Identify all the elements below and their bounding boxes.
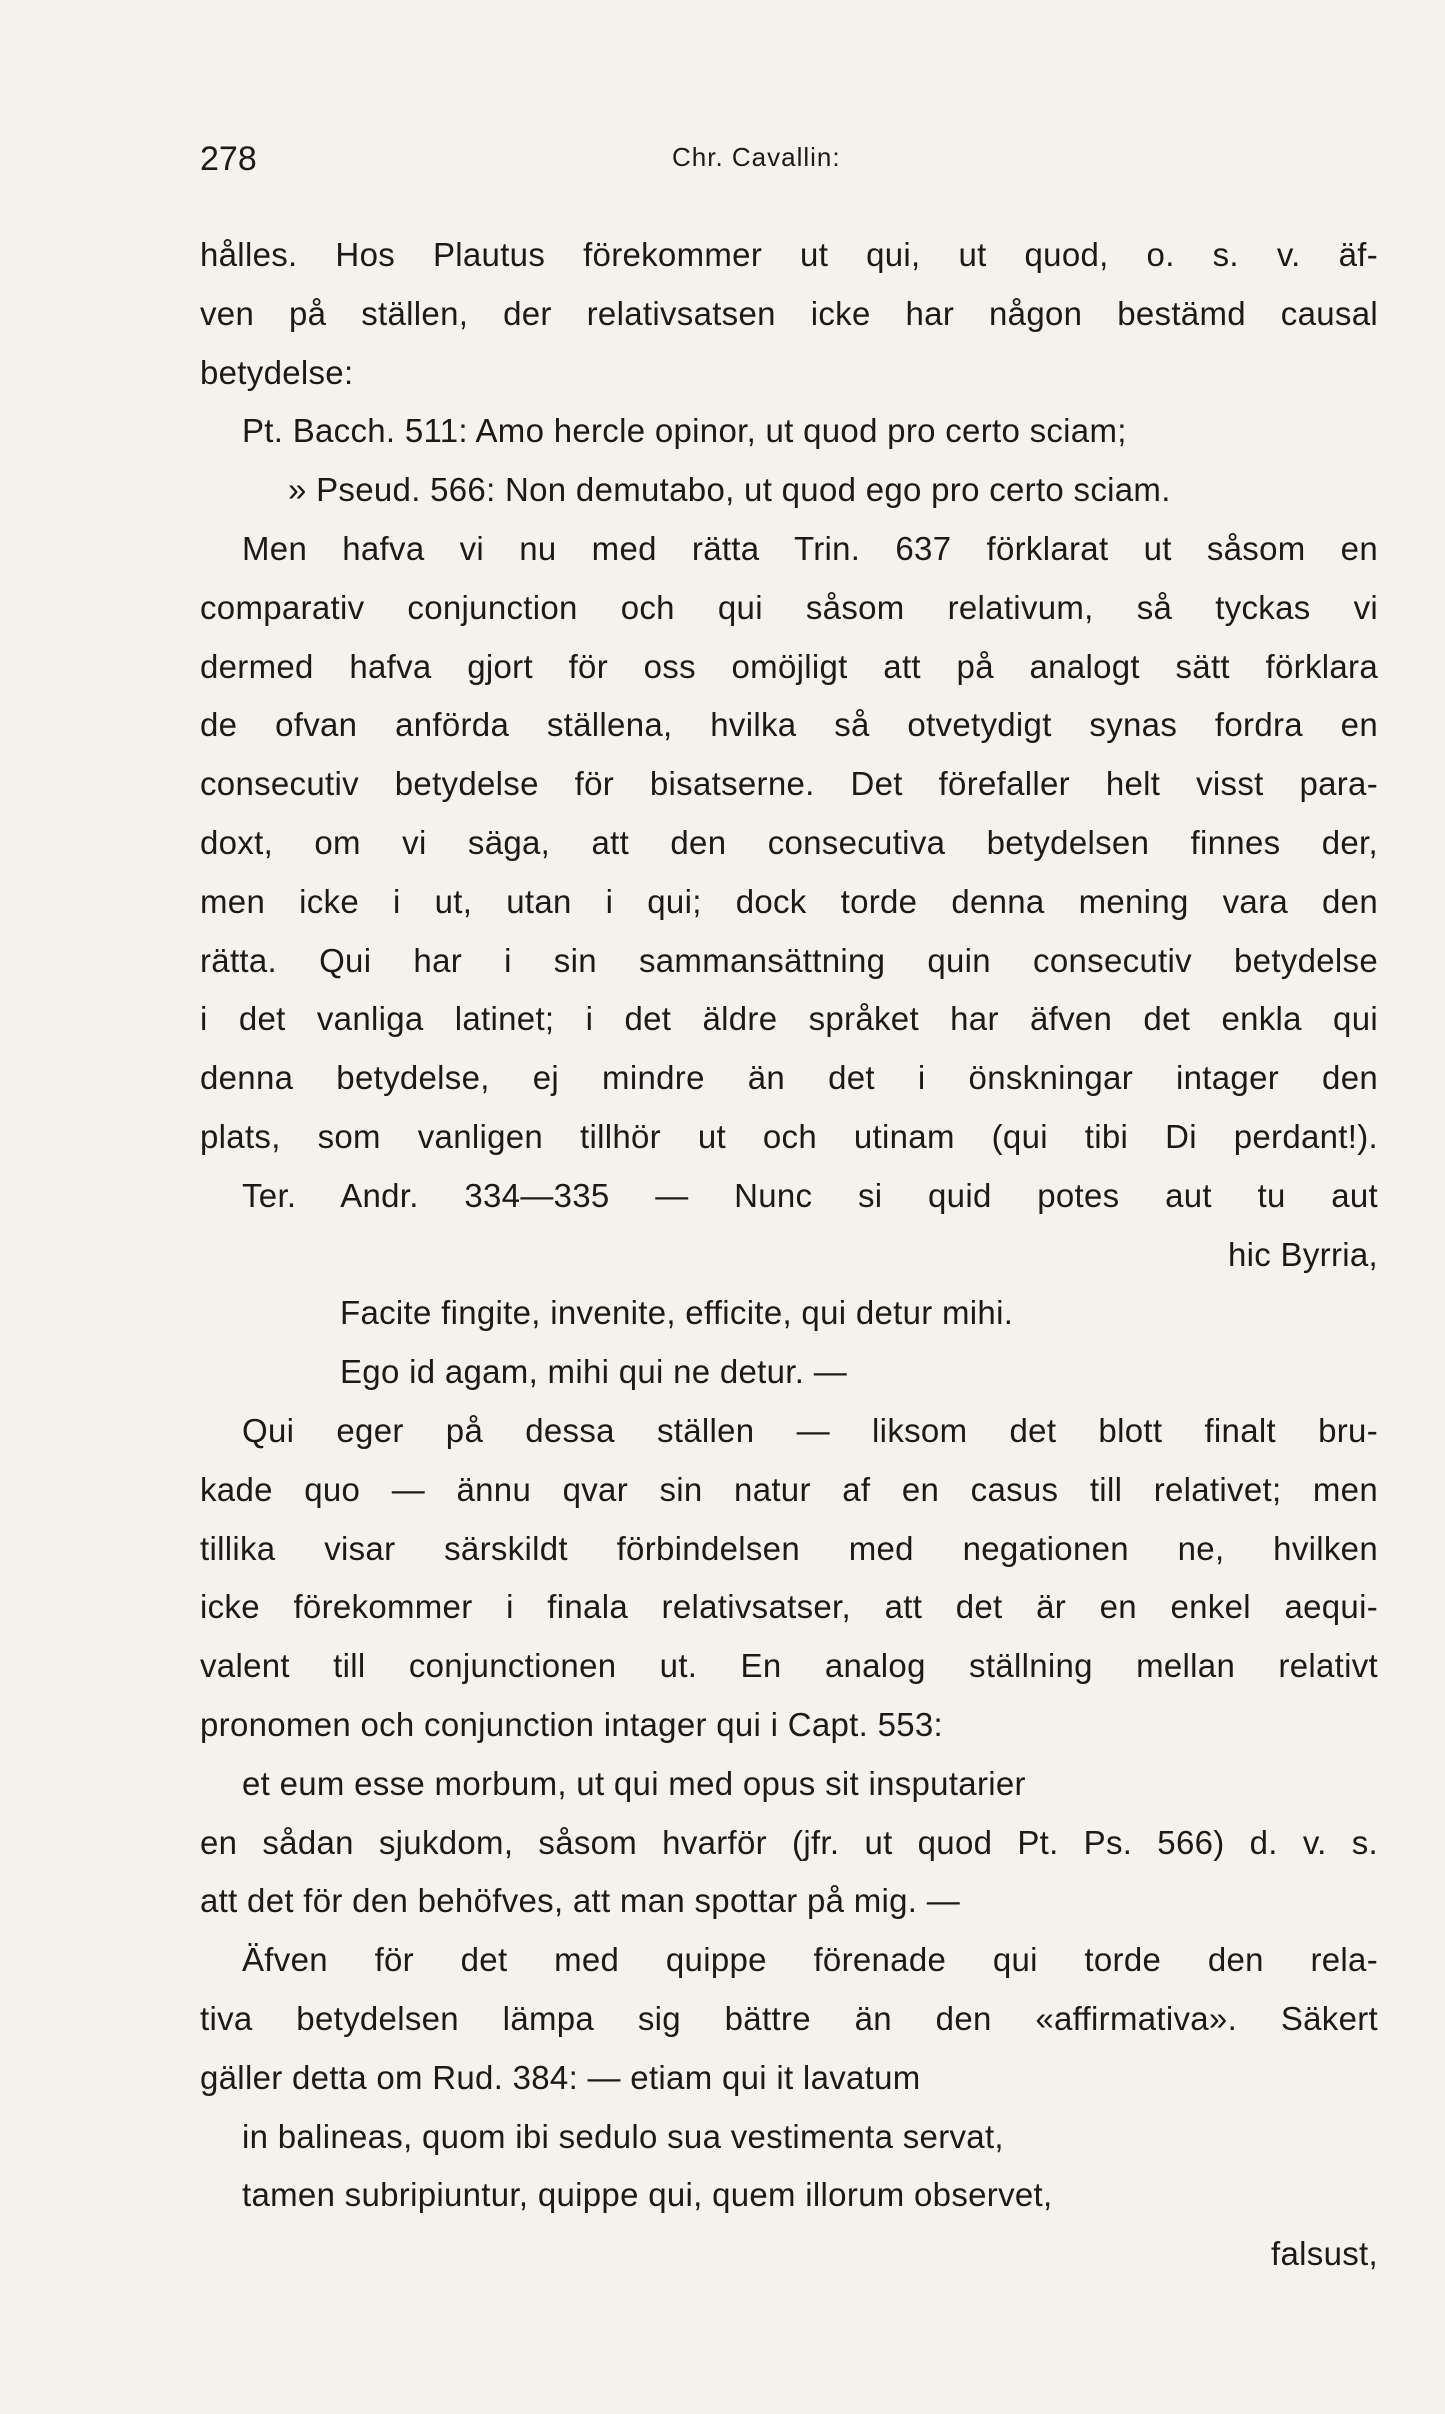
text-line: denna betydelse, ej mindre än det i önskningar intager den xyxy=(200,1059,1378,1097)
citation-line: hic Byrria, xyxy=(1228,1235,1378,1273)
text-line: hålles. Hos Plautus förekommer ut qui, ut quod, o. s. v. äf- xyxy=(200,236,1378,273)
text-line: icke förekommer i finala relativsatser, att det är en enkel aequi- xyxy=(200,1588,1378,1626)
text-line: tiva betydelsen lämpa sig bättre än den «affirmativa». Säkert xyxy=(200,1999,1378,2037)
text-line: plats, som vanligen tillhör ut och utinam (qui tibi Di perdant!). xyxy=(200,1117,1378,1155)
citation-line: falsust, xyxy=(1271,2235,1378,2273)
text-line: pronomen och conjunction intager qui i Capt. 553: xyxy=(200,1705,944,1743)
text-line: en sådan sjukdom, såsom hvarför (jfr. ut quod Pt. Ps. 566) d. v. s. xyxy=(200,1823,1378,1861)
text-line: men icke i ut, utan i qui; dock torde denna mening vara den xyxy=(200,882,1378,920)
text-line: rätta. Qui har i sin sammansättning quin consecutiv betydelse xyxy=(200,941,1378,979)
text-line: ven på ställen, der relativsatsen icke har någon bestämd causal xyxy=(200,294,1378,332)
text-line: valent till conjunctionen ut. En analog ställning mellan relativt xyxy=(200,1647,1378,1685)
citation-line: Ter. Andr. 334—335 — Nunc si quid potes aut tu aut xyxy=(242,1176,1378,1214)
running-head: Chr. Cavallin: xyxy=(672,142,841,172)
text-line: att det för den behöfves, att man spottar på mig. — xyxy=(200,1882,961,1920)
page-header xyxy=(200,140,1380,180)
text-line: tillika visar särskildt förbindelsen med negationen ne, hvilken xyxy=(200,1529,1378,1567)
text-line: dermed hafva gjort för oss omöjligt att på analogt sätt förklara xyxy=(200,647,1378,685)
citation-line: in balineas, quom ibi sedulo sua vestimenta servat, xyxy=(242,2117,1004,2155)
body-text xyxy=(200,226,1378,2284)
text-line: Äfven för det med quippe förenade qui torde den rela- xyxy=(242,1941,1378,1979)
text-line: Men hafva vi nu med rätta Trin. 637 förklarat ut såsom en xyxy=(242,529,1378,567)
citation-line: Ego id agam, mihi qui ne detur. — xyxy=(340,1353,848,1391)
text-line: de ofvan anförda ställena, hvilka så otvetydigt synas fordra en xyxy=(200,706,1378,744)
citation-line: » Pseud. 566: Non demutabo, ut quod ego pro certo sciam. xyxy=(288,471,1171,509)
text-line: comparativ conjunction och qui såsom relativum, så tyckas vi xyxy=(200,588,1378,626)
citation-line: tamen subripiuntur, quippe qui, quem illorum observet, xyxy=(242,2176,1053,2214)
citation-line: Pt. Bacch. 511: Amo hercle opinor, ut quod pro certo sciam; xyxy=(242,412,1127,450)
text-line: consecutiv betydelse för bisatserne. Det förefaller helt visst para- xyxy=(200,765,1378,803)
text-line: kade quo — ännu qvar sin natur af en casus till relativet; men xyxy=(200,1470,1378,1508)
text-line: Qui eger på dessa ställen — liksom det blott finalt bru- xyxy=(242,1411,1378,1449)
text-line: doxt, om vi säga, att den consecutiva betydelsen finnes der, xyxy=(200,823,1378,861)
page-number: 278 xyxy=(200,140,257,178)
text-line: betydelse: xyxy=(200,353,354,391)
citation-line: Facite fingite, invenite, efficite, qui detur mihi. xyxy=(340,1294,1014,1332)
text-line: i det vanliga latinet; i det äldre språket har äfven det enkla qui xyxy=(200,1000,1378,1038)
citation-line: et eum esse morbum, ut qui med opus sit insputarier xyxy=(242,1764,1026,1802)
text-line: gäller detta om Rud. 384: — etiam qui it lavatum xyxy=(200,2058,921,2096)
